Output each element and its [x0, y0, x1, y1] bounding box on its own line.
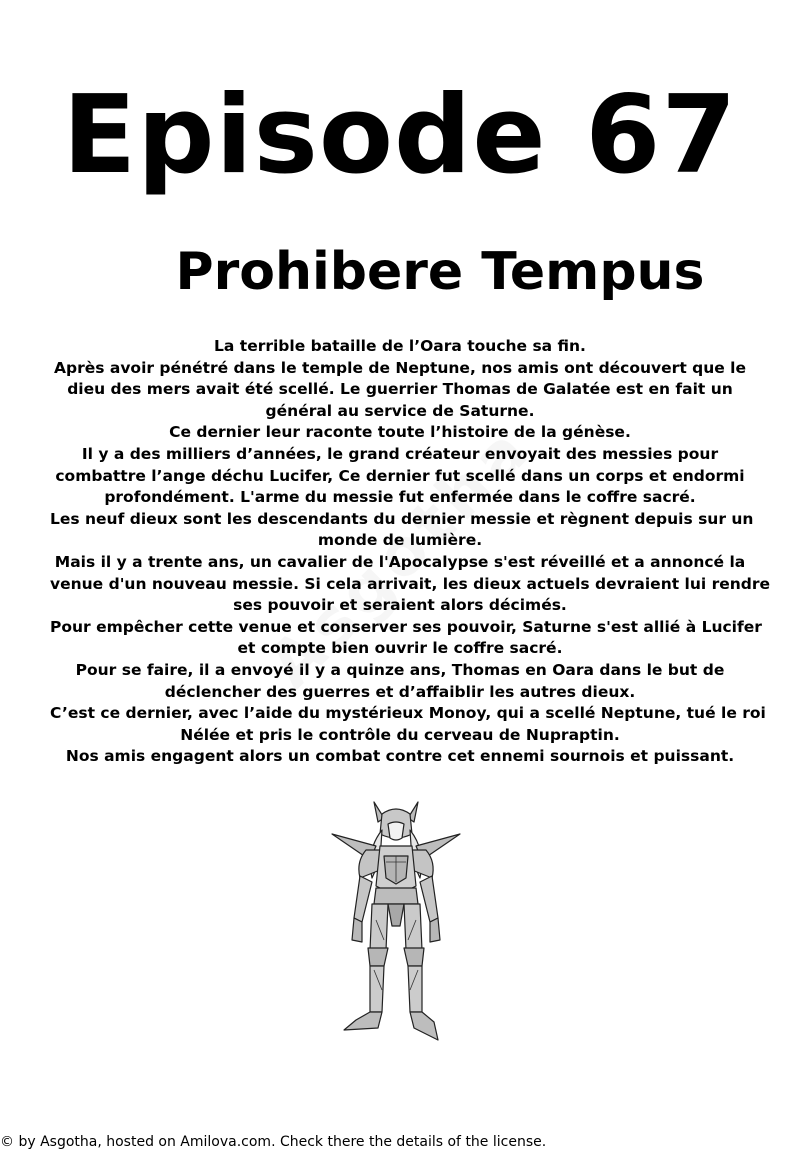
synopsis-line: La terrible bataille de l’Oara touche sa fin. [214, 337, 586, 355]
synopsis-line: Nélée et pris le contrôle du cerveau de Nupraptin. [180, 725, 620, 744]
synopsis-line: Mais il y a trente ans, un cavalier de l'Apocalypse s'est réveillé et a annoncé la [54, 552, 746, 571]
episode-title: Episode 67 [62, 73, 738, 198]
synopsis-line: général au service de Saturne. [265, 401, 535, 420]
synopsis-line: déclencher des guerres et d’affaiblir les autres dieux. [164, 682, 636, 701]
synopsis-line: Ce dernier leur raconte toute l’histoire de la génèse. [169, 423, 631, 442]
synopsis-line: Nos amis engagent alors un combat contre cet ennemi sournois et puissant. [65, 747, 735, 766]
armored-warrior-illustration [326, 800, 466, 1050]
synopsis-line: ses pouvoir et seraient alors décimés. [233, 596, 567, 615]
license-footer: © by Asgotha, hosted on Amilova.com. Check there the details of the license. [0, 1134, 547, 1150]
synopsis-line: combattre l’ange déchu Lucifer, Ce dernier fut scellé dans un corps et endormi [55, 466, 745, 485]
episode-subtitle: Prohibere Tempus [175, 242, 705, 302]
synopsis-line: Les neuf dieux sont les descendants du dernier messie et règnent depuis sur un [50, 509, 754, 528]
synopsis-line: et compte bien ouvrir le coffre sacré. [237, 639, 563, 658]
synopsis-line: Il y a des milliers d’années, le grand créateur envoyait des messies pour [81, 444, 719, 463]
synopsis-line: profondément. L'arme du messie fut enfermée dans le coffre sacré. [104, 488, 696, 507]
synopsis [50, 336, 771, 768]
synopsis-line: dieu des mers avait été scellé. Le guerrier Thomas de Galatée est en fait un [67, 380, 733, 399]
synopsis-line: Pour se faire, il a envoyé il y a quinze ans, Thomas en Oara dans le but de [75, 660, 725, 679]
synopsis-line: C’est ce dernier, avec l’aide du mystérieux Monoy, qui a scellé Neptune, tué le roi [50, 704, 766, 723]
synopsis-line: Pour empêcher cette venue et conserver ses pouvoir, Saturne s'est allié à Lucifer [50, 617, 762, 636]
synopsis-line: monde de lumière. [317, 531, 483, 550]
synopsis-line: venue d'un nouveau messie. Si cela arrivait, les dieux actuels devraient lui rendre [50, 574, 771, 593]
synopsis-line: Après avoir pénétré dans le temple de Neptune, nos amis ont découvert que le [54, 358, 746, 377]
